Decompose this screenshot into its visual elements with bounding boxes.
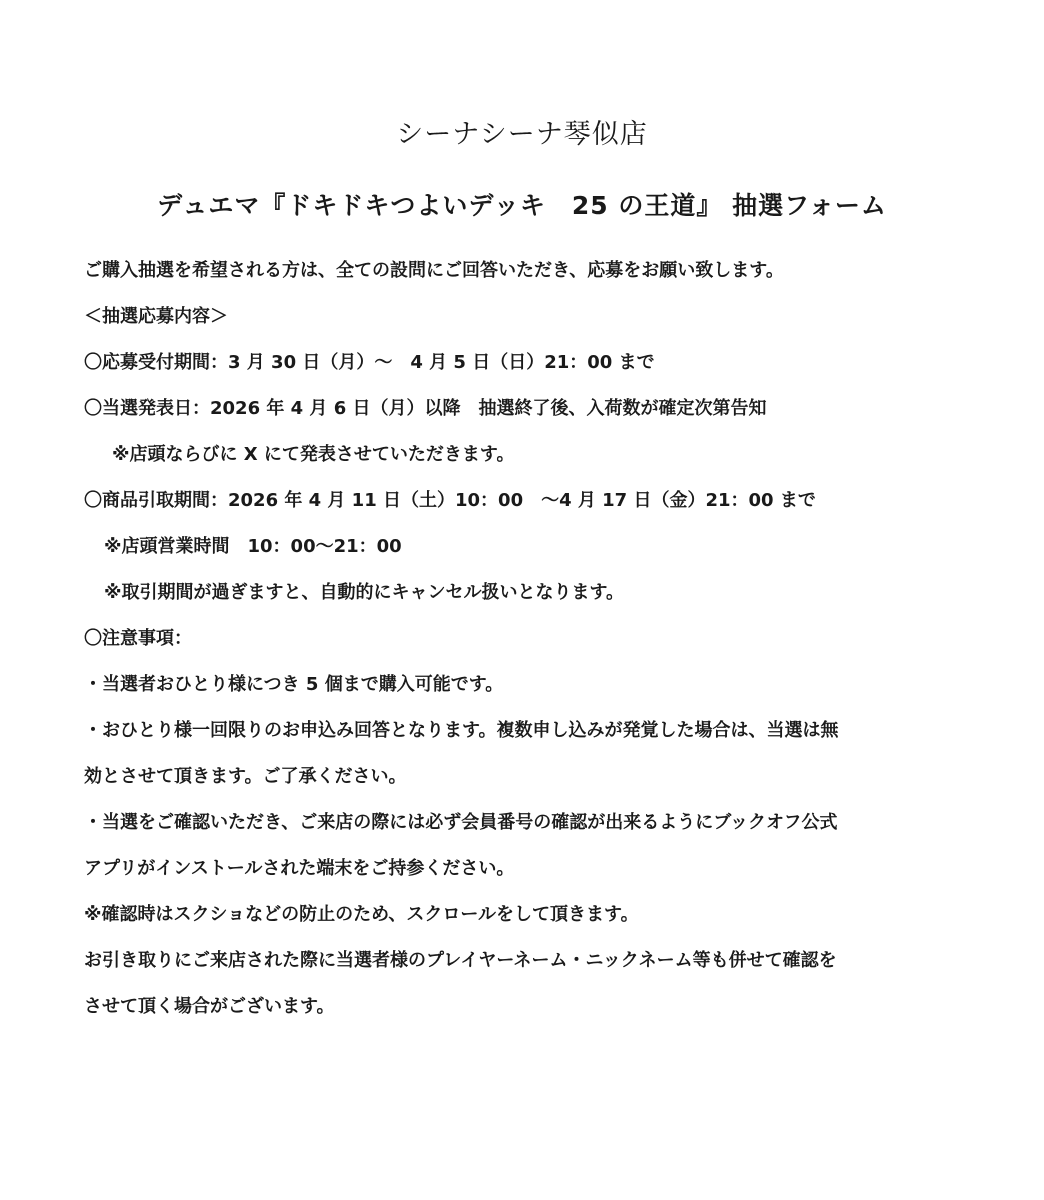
lottery-details [84, 248, 984, 1030]
intro-line: ご購入抽選を希望される方は、全ての設問にご回答いただき、応募をお願い致します。 [84, 260, 784, 281]
scroll-check-line: ※確認時はスクショなどの防止のため、スクロールをして頂きます。 [84, 904, 639, 925]
app-requirement-line-1: ・当選をご確認いただき、ご来店の際には必ず会員番号の確認が出来るようにブックオフ公式 [84, 812, 838, 833]
store-hours-line: ※店頭営業時間 10：00～21：00 [104, 536, 402, 557]
app-requirement-line-2: アプリがインストールされた端末をご持参ください。 [84, 858, 515, 879]
store-name-heading: シーナシーナ琴似店 [396, 119, 648, 150]
section-heading: ＜抽選応募内容＞ [84, 306, 228, 327]
announcement-note-line: ※店頭ならびに X にて発表させていただきます。 [112, 444, 515, 465]
name-check-line-2: させて頂く場合がございます。 [84, 996, 335, 1017]
name-check-line-1: お引き取りにご来店された際に当選者様のプレイヤーネーム・ニックネーム等も併せて確認を [84, 950, 837, 971]
application-period-line: 〇応募受付期間：3 月 30 日（月）～ 4 月 5 日（日）21：00 まで [84, 352, 655, 373]
one-entry-line-1: ・おひとり様一回限りのお申込み回答となります。複数申し込みが発覚した場合は、当選は無 [84, 720, 839, 741]
announcement-date-line: 〇当選発表日：2026 年 4 月 6 日（月）以降 抽選終了後、入荷数が確定次第告知 [84, 398, 767, 419]
one-entry-line-2: 効とさせて頂きます。ご了承ください。 [84, 766, 407, 787]
cancellation-note-line: ※取引期間が過ぎますと、自動的にキャンセル扱いとなります。 [104, 582, 625, 603]
lottery-form-title: デュエマ『ドキドキつよいデッキ 25 の王道』 抽選フォーム [157, 191, 887, 220]
notes-heading: 〇注意事項： [84, 628, 192, 649]
pickup-period-line: 〇商品引取期間：2026 年 4 月 11 日（土）10：00 ～4 月 17 日（金）21：00 まで [84, 490, 816, 511]
purchase-limit-line: ・当選者おひとり様につき 5 個まで購入可能です。 [84, 674, 504, 695]
